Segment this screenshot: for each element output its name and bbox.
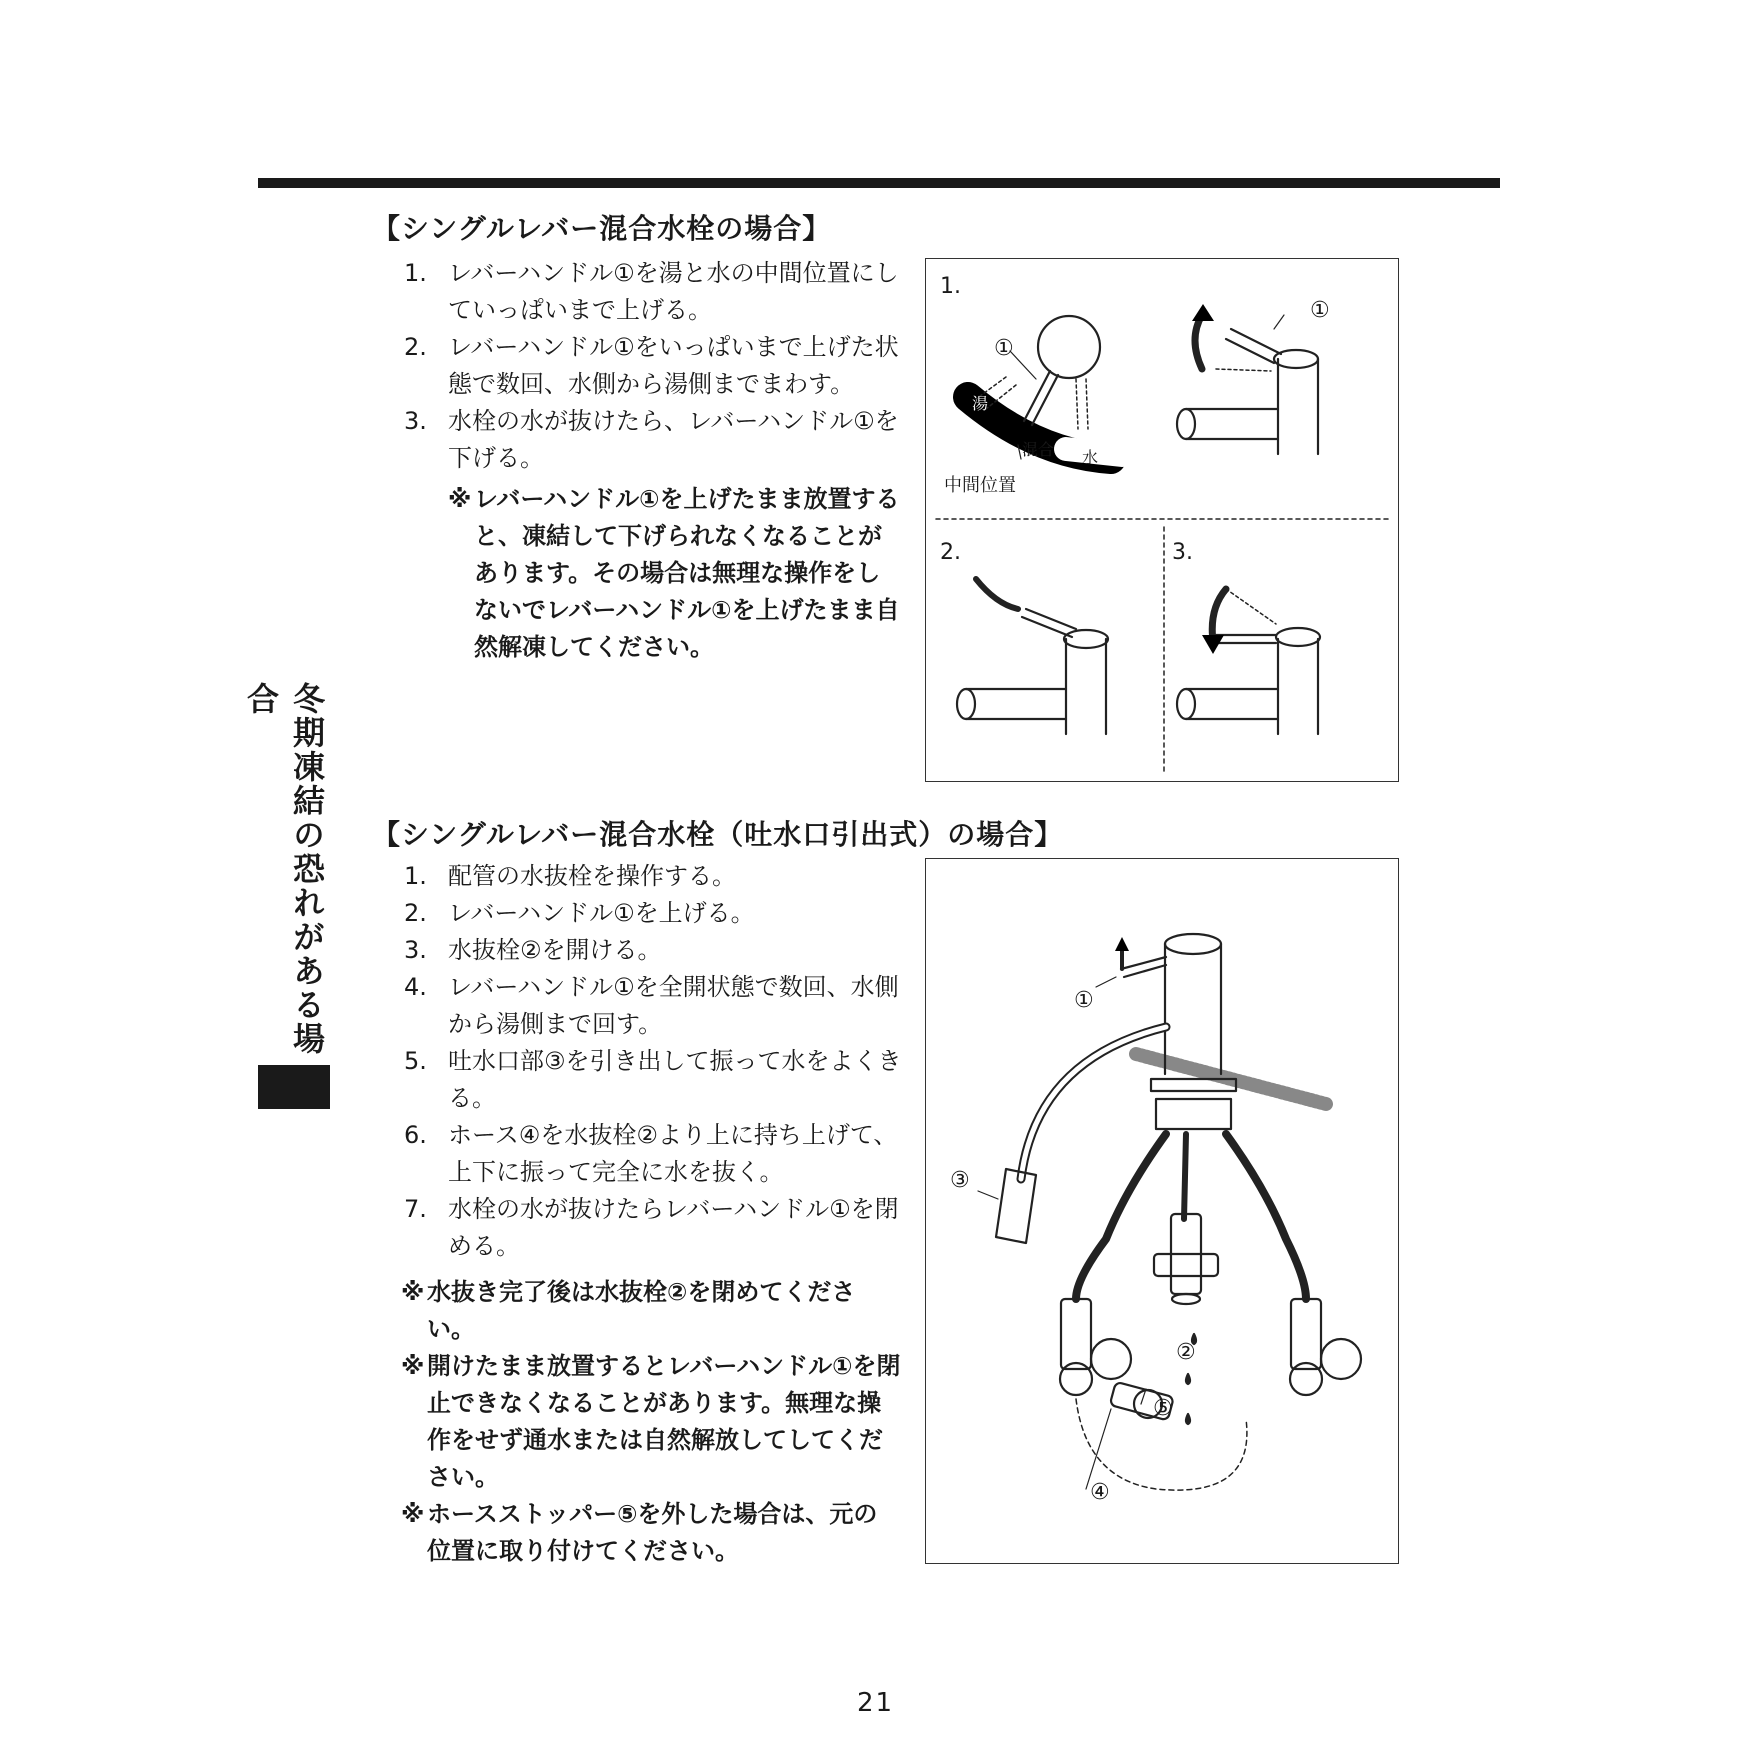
step-text: レバーハンドル①を上げる。 [448, 899, 755, 927]
note-text: 開けたまま放置するとレバーハンドル①を閉止できなくなることがあります。無理な操作をせず通水または自然解放してしてください。 [427, 1352, 901, 1491]
callout-number: ① [1310, 298, 1330, 323]
callout-leader [1086, 1409, 1111, 1489]
step-number: 2. [404, 899, 427, 927]
step-number: 1. [404, 259, 427, 287]
step-text: 水抜栓②を開ける。 [448, 936, 662, 964]
supply-hose-left [1076, 1134, 1166, 1299]
figure1-illustration [926, 259, 1398, 781]
callout-number: ① [994, 336, 1014, 361]
side-label: 冬期凍結の恐れがある場合 [242, 682, 326, 1056]
lever-handle [1231, 329, 1281, 354]
down-arrow [1212, 589, 1226, 641]
step-number: 6. [404, 1121, 427, 1149]
faucet-raised-diagram [1177, 304, 1318, 454]
down-arrow-head [1202, 635, 1224, 654]
side-tab-block [258, 1065, 330, 1109]
lever-ghost [1226, 589, 1276, 624]
figure2-illustration [926, 859, 1398, 1563]
lever-ghost [1086, 379, 1088, 429]
middle-position-label: 中間位置 [944, 475, 1016, 496]
mix-label: 混合 [1022, 440, 1055, 459]
cold-label: 水 [1082, 448, 1099, 467]
note-text: ホースストッパー⑤を外した場合は、元の位置に取り付けてください。 [427, 1500, 878, 1565]
header-rule [258, 178, 1500, 188]
note-text: 水抜き完了後は水抜栓②を閉めてください。 [427, 1278, 856, 1343]
note-item [401, 1348, 901, 1496]
lever-knob [1038, 316, 1100, 378]
list-item [404, 895, 902, 932]
step-number: 1. [404, 862, 427, 890]
step-text: レバーハンドル①を全開状態で数回、水側から湯側まで回す。 [448, 973, 899, 1038]
callout-leader [1274, 315, 1284, 329]
list-item [404, 858, 902, 895]
supply-hose-right [1226, 1134, 1306, 1299]
note-mark: ※ [401, 1500, 425, 1528]
step-text: レバーハンドル①をいっぱいまで上げた状態で数回、水側から湯側までまわす。 [448, 333, 899, 398]
list-item [404, 1191, 902, 1265]
callout-number: ① [1074, 988, 1094, 1013]
figure1-box [925, 258, 1399, 782]
page-number: 21 [857, 1688, 895, 1718]
spout-end [1177, 409, 1195, 439]
list-item [404, 329, 902, 403]
panel-number: 1. [940, 274, 961, 299]
step-text: レバーハンドル①を湯と水の中間位置にしていっぱいまで上げる。 [448, 259, 899, 324]
step-text: ホース④を水抜栓②より上に持ち上げて、上下に振って完全に水を抜く。 [448, 1121, 898, 1186]
figure2-box [925, 858, 1399, 1564]
step-number: 3. [404, 407, 427, 435]
lever-ghost [1076, 379, 1078, 429]
lever-base [1064, 630, 1108, 648]
stop-valve-left [1060, 1299, 1131, 1395]
callout-leader [1010, 351, 1036, 379]
note-item [401, 1274, 901, 1348]
step-number: 2. [404, 333, 427, 361]
spout-end [1177, 689, 1195, 719]
lever-handle [1022, 617, 1072, 637]
lever-angle-diagram [968, 316, 1122, 459]
step-number: 5. [404, 1047, 427, 1075]
faucet-rotate-diagram [957, 579, 1108, 734]
callout-number: ③ [950, 1168, 970, 1193]
step-number: 3. [404, 936, 427, 964]
section1-steps [404, 255, 902, 477]
callout-number: ⑤ [1153, 1396, 1173, 1421]
note-item [401, 1496, 901, 1570]
up-arrow [1195, 315, 1202, 369]
callout-number: ④ [1090, 1480, 1110, 1505]
panel-number: 3. [1172, 540, 1193, 565]
list-item [404, 969, 902, 1043]
water-drop [1186, 1374, 1190, 1384]
lever-base [1276, 628, 1320, 646]
note-text: レバーハンドル①を上げたまま放置すると、凍結して下げられなくなることがあります。その場合は無理な操作をしないでレバーハンドル①を上げたまま自然解凍してください。 [474, 485, 900, 661]
section1-heading: 【シングルレバー混合水栓の場合】 [372, 212, 832, 245]
step-text: 水栓の水が抜けたらレバーハンドル①を閉める。 [448, 1195, 899, 1260]
list-item [404, 1043, 902, 1117]
list-item [404, 403, 902, 477]
step-number: 4. [404, 973, 427, 1001]
step-text: 配管の水抜栓を操作する。 [448, 862, 736, 890]
up-arrow-head [1115, 937, 1129, 951]
spray-head [996, 1169, 1036, 1243]
section2-heading: 【シングルレバー混合水栓（吐水口引出式）の場合】 [372, 818, 1064, 851]
lever-handle [1226, 339, 1274, 363]
spout [966, 689, 1066, 719]
lever-ghost [1216, 369, 1271, 371]
step-number: 7. [404, 1195, 427, 1223]
center-hose [1184, 1134, 1186, 1219]
step-text: 水栓の水が抜けたら、レバーハンドル①を下げる。 [448, 407, 899, 472]
section1-note [448, 481, 900, 666]
hot-label: 湯 [972, 394, 989, 413]
spout [1186, 689, 1278, 719]
spout-end [957, 689, 975, 719]
list-item [404, 1117, 902, 1191]
note-mark: ※ [448, 485, 472, 513]
up-arrow-head [1192, 304, 1214, 321]
callout-number: ② [1176, 1340, 1196, 1365]
note-mark: ※ [401, 1278, 425, 1306]
lever-handle [1026, 609, 1076, 629]
callout-leader [1096, 977, 1116, 987]
step-text: 吐水口部③を引き出して振って水をよくきる。 [448, 1047, 902, 1112]
rotate-arrow [976, 579, 1018, 609]
list-item [404, 255, 902, 329]
section2-notes [401, 1274, 901, 1570]
faucet-lowered-diagram [1177, 589, 1320, 734]
list-item [404, 932, 902, 969]
spout [1186, 409, 1278, 439]
panel-number: 2. [940, 540, 961, 565]
stop-valve-right [1290, 1299, 1361, 1395]
callout-leader [978, 1191, 998, 1199]
drain-valve [1154, 1214, 1218, 1304]
water-drop [1186, 1414, 1190, 1424]
note-mark: ※ [401, 1352, 425, 1380]
section2-steps [404, 858, 902, 1265]
